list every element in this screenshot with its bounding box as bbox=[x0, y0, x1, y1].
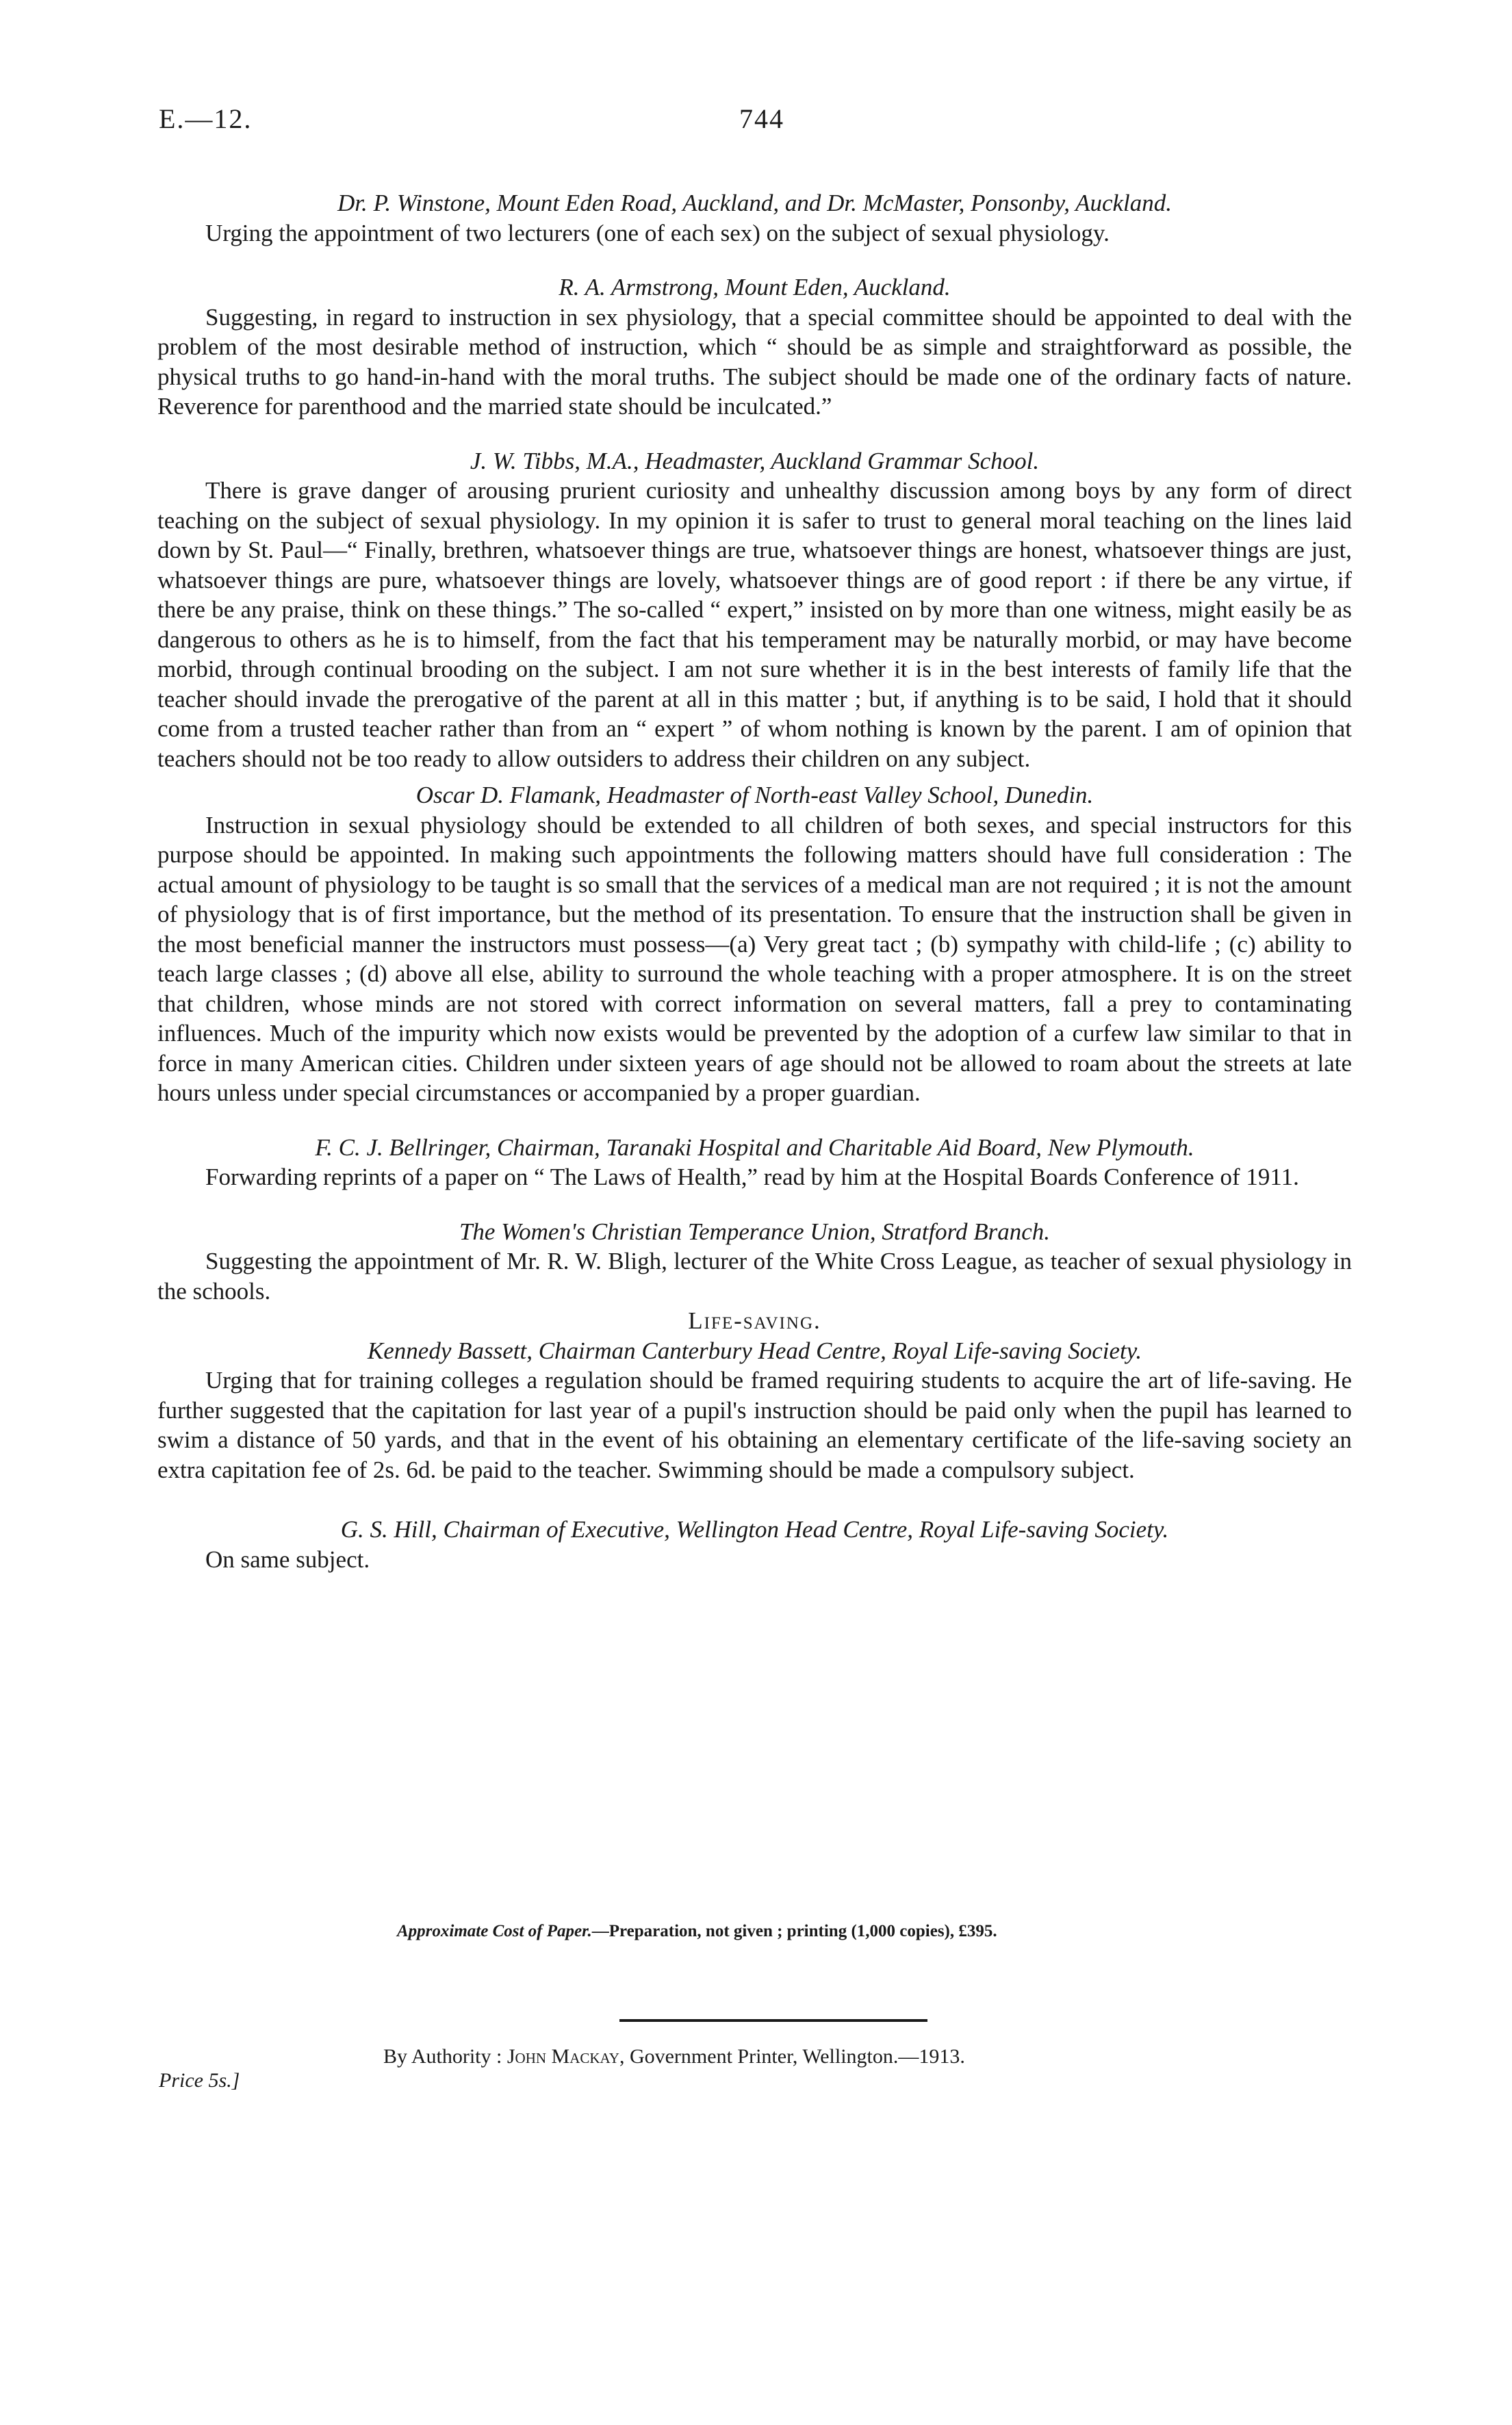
body-paragraph: There is grave danger of arousing prurient curiosity and unhealthy discussion among boys by any form of direct teaching on the subject of sexual physiology. In my opinion it is safer to trust to general moral teaching on the lines laid down by St. Paul—“ Finally, brethren, whatsoever things are true, whatsoever things are honest, whatsoever things are just, whatsoever things are pure, whatsoever things are lovely, whatsoever things are of good report : if there be any virtue, if there be any praise, think on these things.” The so-called “ expert,” insisted on by more than one witness, might easily be as dangerous to others as he is to himself, from the fact that his temperament may be naturally morbid, or may have become morbid, through continual brooding on the subject. I am not sure whether it is in the best interests of family life that the teacher should invade the prerogative of the parent at all in this matter ; but, if anything is to be said, I hold that it should come from a trusted teacher rather than from an “ expert ” of whom nothing is known by the parent. I am of opinion that teachers should not be too ready to allow outsiders to address their children on any subject. bbox=[157, 477, 1352, 772]
footer-divider bbox=[619, 2019, 927, 2022]
printer-name: John Mackay, bbox=[507, 2045, 625, 2068]
cost-text: —Preparation, not given ; printing (1,000 copies), £395. bbox=[591, 1922, 997, 1940]
authority-suffix: Government Printer, Wellington.—1913. bbox=[629, 2045, 965, 2068]
section-flamank bbox=[157, 780, 1352, 1108]
body-paragraph: Urging that for training colleges a regulation should be framed requiring students to acquire the art of life-saving. He further suggested that the capitation for last year of a pupil's instruction should be paid only when the pupil has learned to swim a distance of 50 yards, and that in the event of his obtaining an elementary certificate of the life-saving society an extra capitation fee of 2s. 6d. be paid to the teacher. Swimming should be made a compulsory subject. bbox=[157, 1367, 1352, 1483]
section-hill bbox=[157, 1515, 1352, 1574]
correspondent-heading: Kennedy Bassett, Chairman Canterbury Head Centre, Royal Life-saving Society. bbox=[367, 1337, 1142, 1364]
correspondent-heading: The Women's Christian Temperance Union, Stratford Branch. bbox=[459, 1218, 1051, 1245]
correspondent-heading: F. C. J. Bellringer, Chairman, Taranaki Hospital and Charitable Aid Board, New Plymouth. bbox=[315, 1133, 1194, 1161]
printer-authority bbox=[383, 2045, 965, 2068]
body-paragraph: Suggesting, in regard to instruction in sex physiology, that a special committee should be appointed to deal with the problem of the most desirable method of instruction, which “ should be as simple and straightforward as possible, the physical truths to go hand-in-hand with the moral truths. The subject should be made one of the ordinary facts of nature. Reverence for parenthood and the married state should be inculcated.” bbox=[157, 303, 1352, 420]
correspondent-heading: R. A. Armstrong, Mount Eden, Auckland. bbox=[559, 274, 951, 300]
cost-of-paper bbox=[397, 1922, 997, 1941]
section-bellringer bbox=[157, 1133, 1352, 1192]
section-life-saving bbox=[157, 1306, 1352, 1485]
page-number: 744 bbox=[739, 103, 784, 134]
correspondent-heading: Dr. P. Winstone, Mount Eden Road, Auckland, and Dr. McMaster, Ponsonby, Auckland. bbox=[337, 190, 1173, 216]
section-wctu-stratford bbox=[157, 1217, 1352, 1307]
correspondent-heading: G. S. Hill, Chairman of Executive, Wellington Head Centre, Royal Life-saving Society. bbox=[340, 1516, 1169, 1543]
cost-label: Approximate Cost of Paper. bbox=[397, 1922, 592, 1940]
correspondent-heading: Oscar D. Flamank, Headmaster of North-east Valley School, Dunedin. bbox=[415, 782, 1094, 808]
section-title: Life-saving. bbox=[688, 1307, 821, 1334]
body-paragraph: Urging the appointment of two lecturers (one of each sex) on the subject of sexual physiology. bbox=[205, 219, 1110, 246]
section-tibbs bbox=[157, 446, 1352, 774]
document-reference: E.—12. bbox=[159, 103, 253, 134]
body-paragraph: On same subject. bbox=[205, 1545, 370, 1573]
price-note: Price 5s.] bbox=[159, 2069, 240, 2092]
section-winstone-mcmaster bbox=[157, 188, 1352, 248]
section-armstrong bbox=[157, 272, 1352, 422]
body-paragraph: Forwarding reprints of a paper on “ The Laws of Health,” read by him at the Hospital Boards Conference of 1911. bbox=[205, 1164, 1299, 1190]
correspondent-heading: J. W. Tibbs, M.A., Headmaster, Auckland Grammar School. bbox=[470, 447, 1040, 474]
body-paragraph: Suggesting the appointment of Mr. R. W. Bligh, lecturer of the White Cross League, as teacher of sexual physiology in the schools. bbox=[157, 1248, 1352, 1305]
document-body bbox=[157, 188, 1352, 1574]
body-paragraph: Instruction in sexual physiology should be extended to all children of both sexes, and special instructors for this purpose should be appointed. In making such appointments the following matters should have full consideration : The actual amount of physiology to be taught is so small that the services of a medical man are not required ; it is not the amount of physiology that is of first importance, but the method of its presentation. To ensure that the instruction shall be given in the most beneficial manner the instructors must possess—(a) Very great tact ; (b) sympathy with child-life ; (c) ability to teach large classes ; (d) above all else, ability to surround the whole teaching with a proper atmosphere. It is on the street that children, whose minds are not stored with correct information on several matters, fall a prey to contaminating influences. Much of the impurity which now exists would be prevented by the adoption of a curfew law similar to that in force in many American cities. Children under sixteen years of age should not be allowed to roam about the streets at late hours unless under special circumstances or accompanied by a proper guardian. bbox=[157, 811, 1352, 1106]
authority-prefix: By Authority : bbox=[383, 2045, 502, 2068]
